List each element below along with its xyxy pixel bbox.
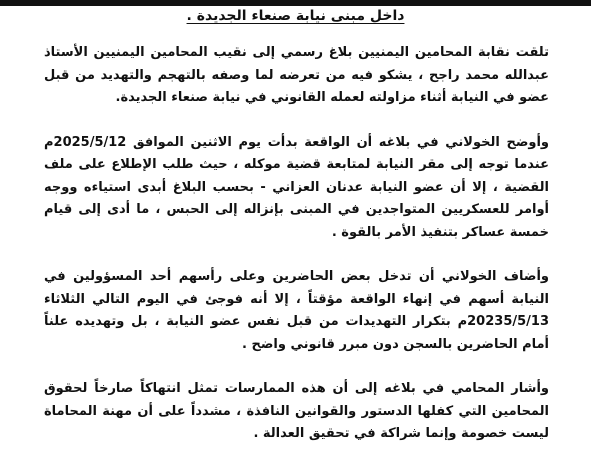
headline-text: داخل مبنى نيابة صنعاء الجديدة . [186, 8, 405, 24]
paragraph-2: وأوضح الخولاني في بلاغه أن الواقعة بدأت يوم الاثنين الموافق 2025/5/12م عندما توجه إلى مقر النيابة لمتابعة قضية موكله ، حيث طلب الإطلاع على ملف القضية ، إلا أن عضو النيابة عدنان العزاني - بحسب البلاغ أبدى استياءه ووجه أوامر للعسكريين المتواجدين في المبنى بإنزاله إلى الحبس ، ما أدى إلى قيام خمسة عساكر بتنفيذ الأمر بالقوة . [44, 134, 549, 240]
paragraph-3: وأضاف الخولاني أن تدخل بعض الحاضرين وعلى رأسهم أحد المسؤولين في النيابة أسهم في إنهاء الواقعة مؤقتاً ، إلا أنه فوجئ في اليوم التالي الثلاثاء 20235/5/13م بتكرار التهديدات من قبل نفس عضو النيابة ، بل وتهديده علناً أمام الحاضرين بالسجن دون مبرر قانوني واضح . [44, 269, 549, 352]
top-border [0, 0, 591, 6]
headline [0, 7, 591, 25]
article-body [44, 42, 549, 450]
paragraph-4: وأشار المحامي في بلاغه إلى أن هذه الممارسات تمثل انتهاكاً صارخاً لحقوق المحامين التي كفلها الدستور والقوانين النافذة ، مشدداً على أن مهنة المحاماة ليست خصومة وإنما شراكة في تحقيق العدالة . [44, 381, 549, 441]
paragraph-1: تلقت نقابة المحامين اليمنيين بلاغ رسمي إلى نقيب المحامين اليمنيين الأستاذ عبدالله محمد راجح ، يشكو فيه من تعرضه لما وصفه بالتهجم والتهديد من قبل عضو في النيابة أثناء مزاولته لعمله القانوني في نيابة صنعاء الجديدة. [44, 45, 549, 105]
